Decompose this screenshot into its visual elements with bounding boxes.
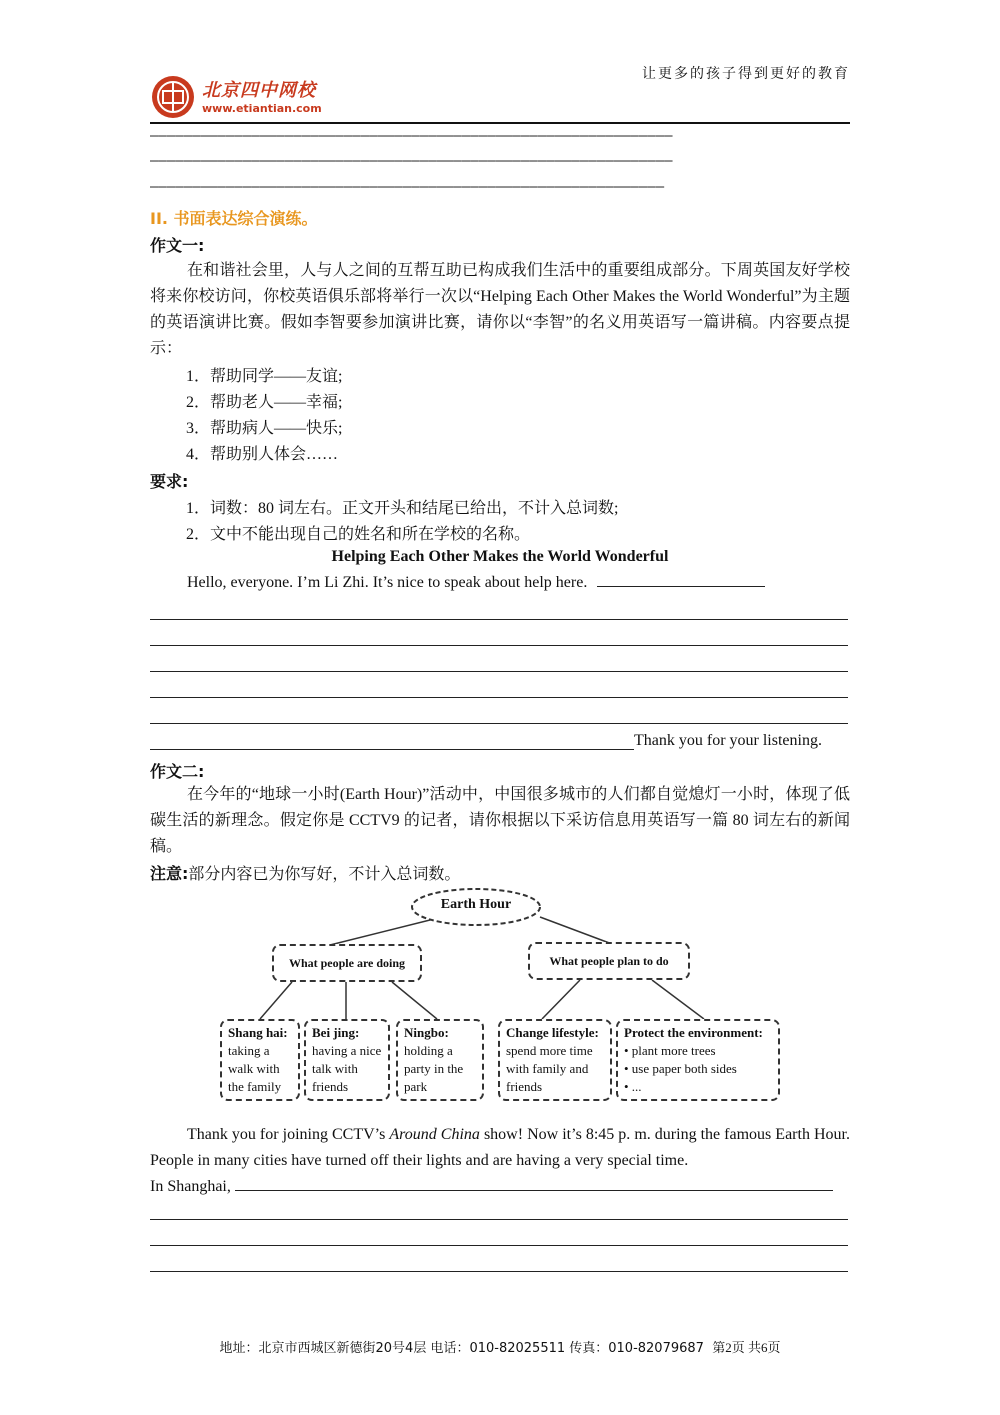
connector [652,980,704,1019]
change-lifestyle-body: spend more time with family and friends [506,1043,593,1094]
ningbo-title: Ningbo: [404,1025,449,1040]
essay2-opening-2: show! Now it’s 8:45 p. m. during the famous Earth Hour. People in many cities have turned off their lights and are having a very special time. [150,1126,850,1169]
essay1-point-3: 3．帮助病人——快乐; [186,420,343,437]
essay1-prompt: 在和谐社会里，人与人之间的互帮互助已构成我们生活中的重要组成部分。下周英国友好学校将来你校访问，你校英语俱乐部将举行一次以“Helping Each Other Makes the World Wonderful”为主题的英语演讲比赛。假如李智要参加演讲比赛，请你以“李智”的名义用英语写一篇讲稿。内容要点提示： [150,262,850,357]
essay1-closing-row [150,731,850,750]
connector [392,982,437,1019]
essay2-opening-1: Thank you for joining CCTV’s [187,1126,390,1143]
writing-line[interactable] [150,619,848,620]
writing-line[interactable] [150,1245,848,1246]
footer-address: 地址：北京市西城区新德街20号4层 电话：010-82025511 传真：010-82079687 [219,1341,704,1356]
connector [540,917,612,944]
diagram-shanghai [220,1019,300,1101]
essay1-blank-inline[interactable] [597,586,765,587]
diagram-beijing [304,1019,390,1101]
logo-emblem-icon [150,74,196,120]
show-name: Around China [389,1126,480,1143]
requirement-1: 1．词数：80 词左右。正文开头和结尾已给出，不计入总词数; [186,500,619,517]
protect-environment-title: Protect the environment: [624,1025,763,1040]
shanghai-title: Shang hai: [228,1025,288,1040]
dash-line-3: ————————————————————————————————————————————————————————————— [150,179,665,195]
essay2-label: 作文二: [150,762,205,781]
writing-line[interactable] [150,697,848,698]
protect-item: • ... [624,1079,642,1094]
beijing-body: having a nice talk with friends [312,1043,382,1094]
connector [330,917,442,945]
dash-line-2: —————————————————————————————————————————————————————————————— [150,153,673,169]
essay2-opening-3: In Shanghai, [150,1178,231,1195]
writing-line[interactable] [150,1219,848,1220]
essay2-blank-inline[interactable] [235,1190,833,1191]
note-text: 部分内容已为你写好，不计入总词数。 [188,866,461,883]
connector [542,980,580,1019]
beijing-title: Bei jing: [312,1025,360,1040]
section-title: II. 书面表达综合演练。 [150,209,318,228]
writing-line[interactable] [150,1271,848,1272]
essay2-opening [150,1122,850,1174]
essay1-title: Helping Each Other Makes the World Wonderful [331,548,669,565]
essay1-blank-closing[interactable] [150,731,634,750]
diagram-root: Earth Hour [440,897,512,912]
page-number: 第2页 共6页 [712,1340,781,1355]
shanghai-body: taking a walk with the family [228,1043,282,1094]
header-divider [150,122,850,124]
essay1-point-4: 4．帮助别人体会…… [186,446,339,463]
essay1-point-1: 1．帮助同学——友谊; [186,368,343,385]
writing-line[interactable] [150,645,848,646]
writing-line[interactable] [150,671,848,672]
change-lifestyle-title: Change lifestyle: [506,1025,599,1040]
note-label: 注意: [150,864,189,883]
essay1-opening-text: Hello, everyone. I’m Li Zhi. It’s nice to speak about help here. [187,574,588,591]
essay1-closing: Thank you for your listening. [634,732,822,749]
protect-item: • use paper both sides [624,1061,737,1076]
earth-hour-diagram [212,882,792,1112]
essay1-opening [187,574,765,592]
dash-line-1: —————————————————————————————————————————————————————————————— [150,128,673,144]
diagram-protect-environment [616,1019,780,1101]
connector [260,982,292,1019]
logo-text: 北京四中网校 [202,80,316,101]
diagram-ningbo [396,1019,484,1101]
writing-line[interactable] [150,723,848,724]
essay1-point-2: 2．帮助老人——幸福; [186,394,343,411]
protect-item: • plant more trees [624,1043,716,1058]
logo-url: www.etiantian.com [202,102,322,115]
requirements-label: 要求: [150,472,189,491]
essay2-note [150,861,460,884]
slogan: 让更多的孩子得到更好的教育 [642,66,850,82]
essay1-label: 作文一: [150,236,205,255]
requirement-2: 2．文中不能出现自己的姓名和所在学校的名称。 [186,526,531,543]
ningbo-body: holding a party in the park [404,1043,464,1094]
essay2-prompt: 在今年的“地球一小时(Earth Hour)”活动中，中国很多城市的人们都自觉熄灯一小时，体现了低碳生活的新理念。假定你是 CCTV9 的记者，请你根据以下采访信息用英语写一篇 80 词左右的新闻稿。 [150,786,850,855]
essay2-shanghai-row [150,1178,833,1196]
logo [150,74,350,122]
diagram-left-node: What people are doing [272,944,422,982]
footer [0,1337,1000,1356]
diagram-change-lifestyle [498,1019,612,1101]
diagram-right-node: What people plan to do [528,942,690,980]
